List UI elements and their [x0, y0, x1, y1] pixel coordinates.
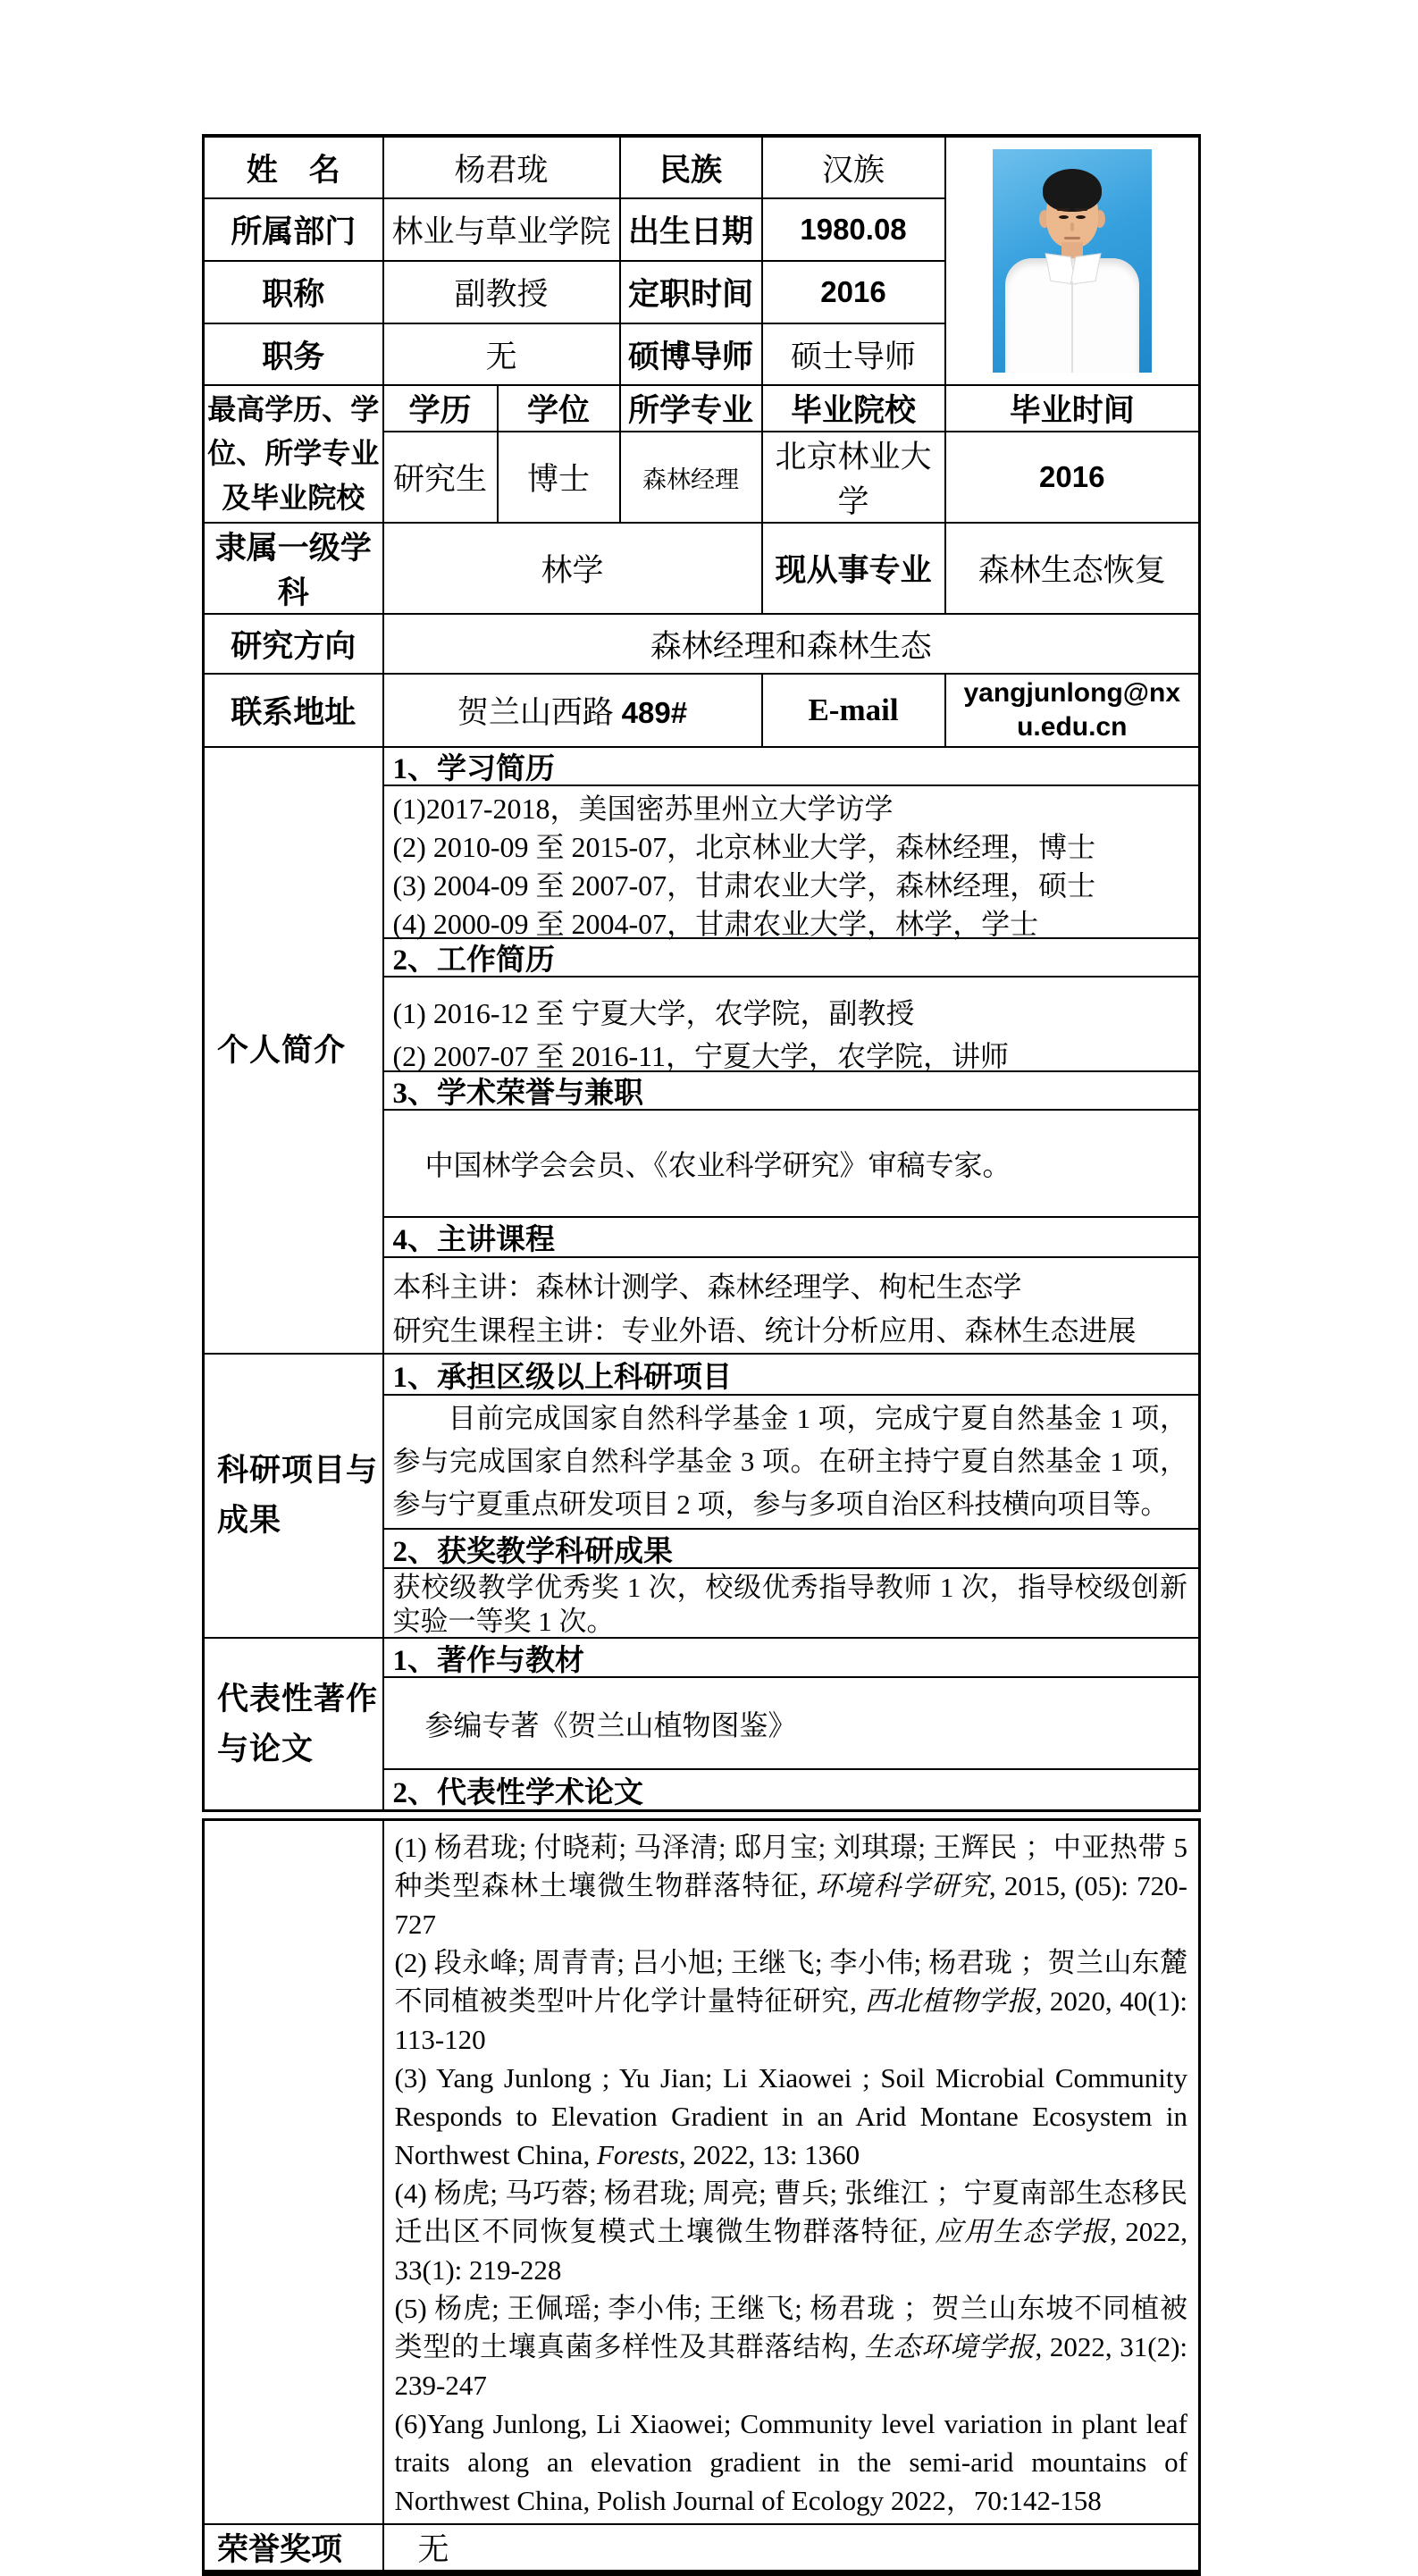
edu-grad-time: 2016 — [945, 432, 1200, 523]
publication-item: (4) 杨虎; 马巧蓉; 杨君珑; 周亮; 曹兵; 张维江 ；宁夏南部生态移民迁出区不同恢复模式土壤微生物群落特征, 应用生态学报, 2022, 33(1): 219-228 — [394, 2177, 1188, 2286]
email-text: yangjunlong@nxu.edu.cn — [963, 678, 1181, 742]
photo-cell — [945, 136, 1200, 385]
row-discipline — [204, 523, 1200, 614]
works-content — [383, 1638, 1200, 1811]
row-research-direction — [204, 614, 1200, 674]
name-label: 姓 名 — [204, 136, 383, 198]
awards-text: 获校级教学优秀奖 1 次，校级优秀指导教师 1 次，指导校级创新实验一等奖 1 次。 — [392, 1572, 1188, 1637]
title-time-value: 2016 — [762, 261, 945, 323]
address-label: 联系地址 — [204, 674, 383, 747]
work-history-header: 2、工作简历 — [384, 939, 1199, 978]
research-dir-label: 研究方向 — [204, 614, 383, 674]
work-history-item: (1) 2016-12 至 宁夏大学，农学院，副教授 — [392, 997, 915, 1029]
row-contact — [204, 674, 1200, 747]
academic-honor-text: 中国林学会会员、《农业科学研究》审稿专家。 — [384, 1111, 1199, 1218]
work-history-list — [384, 978, 1199, 1072]
publication-item: (5) 杨虎; 王佩瑶; 李小伟; 王继飞; 杨君珑 ；贺兰山东坡不同植被类型的土壤真菌多样性及其群落结构, 生态环境学报, 2022, 31(2): 239-247 — [394, 2293, 1188, 2401]
current-major-label: 现从事专业 — [762, 523, 945, 614]
works-section-label: 代表性著作与论文 — [204, 1638, 383, 1811]
row-research-section — [204, 1354, 1200, 1638]
publication-item: (2) 段永峰; 周青青; 吕小旭; 王继飞; 李小伟; 杨君珑 ；贺兰山东麓不同植被类型叶片化学计量特征研究, 西北植物学报, 2020, 40(1): 113-120 — [394, 1947, 1188, 2055]
course-item: 研究生课程主讲：专业外语、统计分析应用、森林生态进展 — [392, 1314, 1137, 1347]
edu-history-list — [384, 786, 1199, 939]
work-history-item: (2) 2007-07 至 2016-11，宁夏大学，农学院，讲师 — [392, 1040, 1009, 1072]
projects-header: 1、承担区级以上科研项目 — [384, 1355, 1199, 1396]
mentor-value: 硕士导师 — [762, 323, 945, 385]
profile-section-label: 个人简介 — [204, 747, 383, 1354]
row-name — [204, 136, 1200, 198]
awards-header: 2、获奖教学科研成果 — [384, 1530, 1199, 1569]
title-time-label: 定职时间 — [620, 261, 762, 323]
photo-brow — [1075, 208, 1087, 211]
edu-group-label: 最高学历、学位、所学专业及毕业院校 — [204, 385, 383, 523]
course-item: 本科主讲：森林计测学、森林经理学、枸杞生态学 — [392, 1271, 1022, 1303]
honors-label: 荣誉奖项 — [204, 2524, 383, 2573]
courses-list — [384, 1258, 1199, 1353]
dept-value: 林业与草业学院 — [383, 198, 620, 261]
ethnic-label: 民族 — [620, 136, 762, 198]
photo-hair — [1043, 169, 1102, 212]
edu-major: 森林经理 — [620, 432, 762, 523]
address-number: 489# — [621, 696, 688, 729]
row-edu-header — [204, 385, 1200, 432]
address-value — [383, 674, 762, 747]
email-value — [945, 674, 1200, 747]
edu-history-header: 1、学习简历 — [384, 748, 1199, 786]
photo-nose — [1070, 222, 1074, 231]
publications-left-cell-empty — [204, 1820, 383, 2525]
books-header: 1、著作与教材 — [384, 1639, 1199, 1678]
mentor-label: 硕博导师 — [620, 323, 762, 385]
name-value: 杨君珑 — [383, 136, 620, 198]
edu-header-degree: 学位 — [498, 385, 620, 432]
edu-history-item: (1)2017-2018，美国密苏里州立大学访学 — [392, 793, 894, 825]
edu-degree-type: 研究生 — [383, 432, 498, 523]
dept-label: 所属部门 — [204, 198, 383, 261]
publications-cell — [383, 1820, 1200, 2525]
courses-header: 4、主讲课程 — [384, 1218, 1199, 1258]
edu-header-school: 毕业院校 — [762, 385, 945, 432]
honors-value: 无 — [383, 2524, 1200, 2573]
profile-main-table — [202, 134, 1201, 1812]
row-publications — [204, 1820, 1200, 2525]
title-value: 副教授 — [383, 261, 620, 323]
profile-table-wrapper — [202, 134, 1198, 2576]
edu-history-item: (3) 2004-09 至 2007-07，甘肃农业大学，森林经理，硕士 — [392, 869, 1096, 902]
profile-content — [383, 747, 1200, 1354]
publication-item: (3) Yang Junlong ; Yu Jian; Li Xiaowei ; Soil Microbial Community Responds to Elevation Gradient in an Arid Montane Ecosystem in Northwest China, Forests, 2022, 13: 1360 — [394, 2062, 1187, 2170]
books-text: 参编专著《贺兰山植物图鉴》 — [384, 1678, 1199, 1770]
papers-header: 2、代表性学术论文 — [392, 1776, 643, 1809]
academic-honor-header: 3、学术荣誉与兼职 — [384, 1072, 1199, 1111]
title-label: 职称 — [204, 261, 383, 323]
publication-item: (1) 杨君珑; 付晓莉; 马泽清; 邸月宝; 刘琪璟; 王辉民 ；中亚热带 5 种类型森林土壤微生物群落特征, 环境科学研究, 2015, (05): 720-727 — [394, 1832, 1188, 1940]
photo-eye — [1059, 215, 1069, 219]
birth-label: 出生日期 — [620, 198, 762, 261]
research-section-label: 科研项目与成果 — [204, 1354, 383, 1638]
publication-item: (6)Yang Junlong, Li Xiaowei; Community level variation in plant leaf traits along an elevation gradient in the semi-arid mountains of Northwest China, Polish Journal of Ecology 2022，70:142-158 — [394, 2408, 1187, 2516]
edu-header-major: 所学专业 — [620, 385, 762, 432]
research-dir-value: 森林经理和森林生态 — [383, 614, 1200, 674]
email-label: E-mail — [762, 674, 945, 747]
photo-placket — [1071, 281, 1073, 373]
row-profile-section — [204, 747, 1200, 1354]
discipline-label: 隶属一级学科 — [204, 523, 383, 614]
address-text: 贺兰山西路 — [457, 695, 622, 730]
research-content — [383, 1354, 1200, 1638]
publications-list — [384, 1821, 1199, 2523]
edu-header-degree-type: 学历 — [383, 385, 498, 432]
edu-school: 北京林业大学 — [762, 432, 945, 523]
edu-degree: 博士 — [498, 432, 620, 523]
ethnic-value: 汉族 — [762, 136, 945, 198]
photo-eye — [1076, 215, 1086, 219]
birth-value: 1980.08 — [762, 198, 945, 261]
photo-brow — [1057, 208, 1070, 211]
profile-bottom-table — [202, 1818, 1201, 2576]
id-photo — [993, 149, 1152, 373]
discipline-value: 林学 — [383, 523, 762, 614]
row-honors — [204, 2524, 1200, 2573]
projects-text: 目前完成国家自然科学基金 1 项，完成宁夏自然基金 1 项，参与完成国家自然科学基金 3 项。在研主持宁夏自然基金 1 项，参与宁夏重点研发项目 2 项，参与多项自治区科技横向项目等。 — [384, 1396, 1199, 1530]
photo-mouth — [1064, 237, 1080, 239]
duty-label: 职务 — [204, 323, 383, 385]
duty-value: 无 — [383, 323, 620, 385]
edu-history-item: (4) 2000-09 至 2004-07，甘肃农业大学，林学，学士 — [392, 908, 1039, 940]
edu-history-item: (2) 2010-09 至 2015-07，北京林业大学，森林经理，博士 — [392, 831, 1096, 863]
edu-header-grad-time: 毕业时间 — [945, 385, 1200, 432]
current-major-value: 森林生态恢复 — [945, 523, 1200, 614]
row-works-section — [204, 1638, 1200, 1811]
